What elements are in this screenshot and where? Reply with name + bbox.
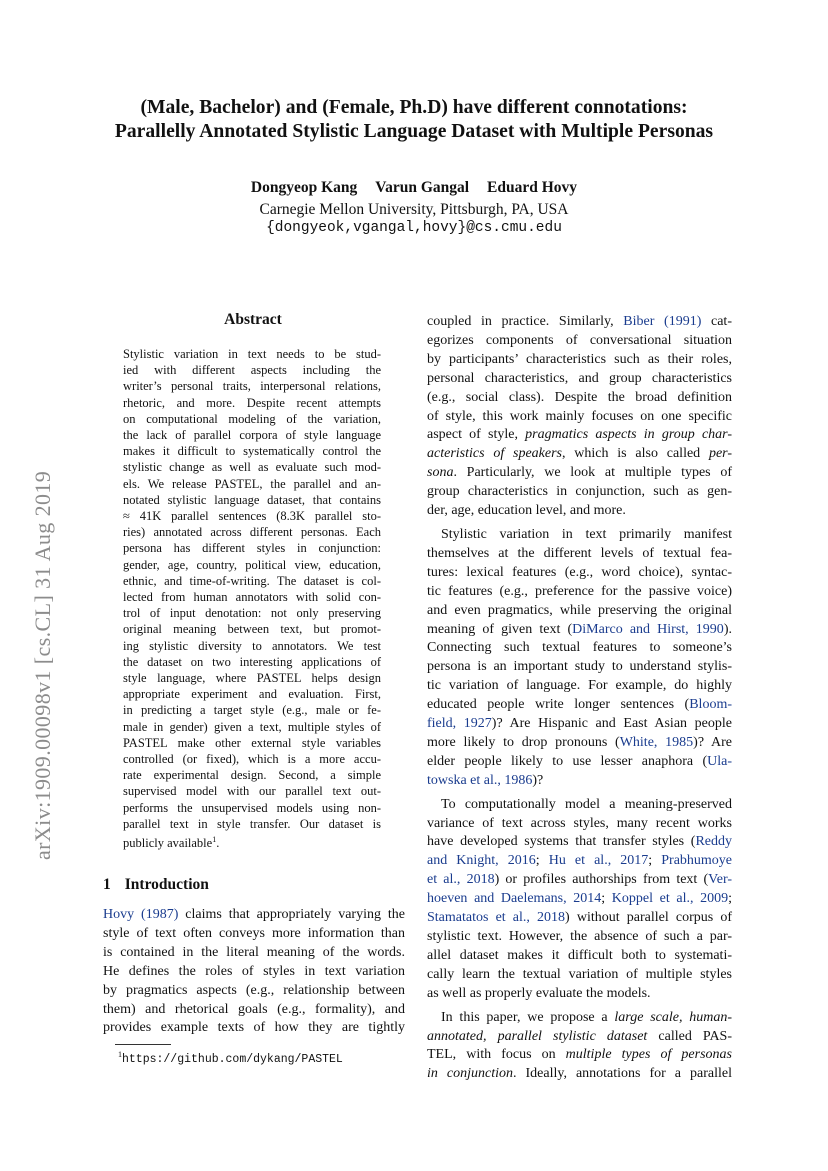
text-run: educated people write longer sentences ( bbox=[427, 697, 690, 713]
text-run: tic variation of language. For example, do highly bbox=[427, 678, 732, 694]
text-run: egorizes components of conversational situation bbox=[427, 332, 732, 348]
citation-link[interactable]: field, 1927 bbox=[427, 716, 492, 732]
abstract-text: ries) annotated across different personas. Each bbox=[123, 525, 381, 540]
text-run: themselves at the different levels of textual fea- bbox=[427, 545, 732, 561]
introduction-left-column bbox=[103, 906, 405, 1038]
abstract-line bbox=[123, 346, 381, 362]
text-line bbox=[427, 483, 732, 502]
citation-link[interactable]: Biber (1991) bbox=[623, 314, 702, 329]
abstract-line bbox=[123, 686, 381, 702]
text-run: cally learn the textual variation of multiple styles bbox=[427, 966, 732, 982]
text-line bbox=[427, 852, 732, 871]
abstract-line bbox=[123, 735, 381, 751]
abstract-end-punct: . bbox=[216, 836, 220, 851]
abstract-text: ≈ 41K parallel sentences (8.3K parallel sto- bbox=[123, 509, 381, 524]
text-line bbox=[427, 408, 732, 427]
abstract-line bbox=[123, 783, 381, 799]
abstract-text: appropriate experiment and evaluation. First, bbox=[123, 687, 381, 702]
text-line bbox=[427, 621, 732, 640]
citation-link[interactable]: towska et al., 1986 bbox=[427, 772, 533, 788]
text-line bbox=[103, 1001, 405, 1020]
text-run: style of text often conveys more information than bbox=[103, 925, 405, 941]
text-run: is contained in the literal meaning of the words. bbox=[103, 944, 405, 960]
abstract-text: rhetoric, and more. Despite recent attempts bbox=[123, 395, 381, 410]
text-line bbox=[427, 370, 732, 389]
text-run: . Ideally, annotations for a parallel bbox=[512, 1066, 732, 1082]
text-line bbox=[103, 925, 405, 944]
section-title: Introduction bbox=[124, 876, 209, 893]
text-run: acteristics of speakers bbox=[427, 446, 562, 462]
citation-link[interactable]: Ula- bbox=[707, 753, 732, 769]
arxiv-identifier: arXiv:1909.00098v1 [cs.CL] 31 Aug 2019 bbox=[30, 470, 55, 860]
text-line bbox=[427, 564, 732, 583]
abstract-text: stylistic change as well as evaluate such mod- bbox=[123, 460, 381, 475]
text-run: as well as properly evaluate the models. bbox=[427, 985, 651, 1001]
text-run: personal characteristics, and group characteristics bbox=[427, 370, 732, 386]
text-line bbox=[103, 944, 405, 963]
text-run: ; bbox=[728, 891, 733, 907]
abstract-line bbox=[123, 767, 381, 783]
abstract-line bbox=[123, 524, 381, 540]
abstract-text: ethnic, and time-of-writing. The dataset is col- bbox=[123, 573, 381, 588]
abstract-line bbox=[123, 476, 381, 492]
paper-title bbox=[60, 96, 768, 144]
text-run: allel dataset makes it difficult both to systemati- bbox=[427, 947, 732, 963]
text-line bbox=[427, 389, 732, 408]
text-line bbox=[427, 677, 732, 696]
abstract-line bbox=[123, 362, 381, 378]
text-run: , which is also called bbox=[562, 446, 709, 462]
text-line bbox=[427, 753, 732, 772]
text-run: Stylistic variation in text primarily manifest bbox=[441, 526, 732, 542]
text-run: tures: lexical features (e.g., word choice), syntac- bbox=[427, 564, 732, 580]
text-run: them) and rhetorical goals (e.g., formality), and bbox=[103, 1001, 405, 1017]
paragraph bbox=[427, 796, 732, 1004]
author-name: Eduard Hovy bbox=[487, 179, 578, 196]
text-run: annotated, parallel stylistic dataset bbox=[427, 1028, 648, 1044]
citation-link[interactable]: White, 1985 bbox=[619, 734, 694, 750]
citation-link[interactable]: et al., 2018 bbox=[427, 872, 495, 888]
text-line bbox=[427, 890, 732, 909]
text-line bbox=[427, 1028, 732, 1047]
citation-link[interactable]: hoeven and Daelemans, 2014 bbox=[427, 891, 602, 907]
abstract-line bbox=[123, 540, 381, 556]
text-line bbox=[427, 426, 732, 445]
introduction-right-column bbox=[427, 313, 732, 1084]
text-line bbox=[427, 639, 732, 658]
section-heading-introduction bbox=[103, 876, 209, 894]
text-run: ) without parallel corpus of bbox=[565, 910, 732, 926]
citation-link[interactable]: Hovy (1987) bbox=[103, 907, 179, 922]
abstract-text: parallel text in style transfer. Our dataset is bbox=[123, 816, 381, 831]
text-run: by pragmatics aspects (e.g., relationship between bbox=[103, 982, 405, 998]
text-line bbox=[427, 445, 732, 464]
abstract-line bbox=[123, 395, 381, 411]
text-line bbox=[427, 715, 732, 734]
text-line bbox=[427, 545, 732, 564]
footnote bbox=[118, 1050, 343, 1066]
text-line bbox=[427, 332, 732, 351]
abstract-text: ied with different aspects including the bbox=[123, 363, 381, 378]
text-line bbox=[427, 871, 732, 890]
abstract-line bbox=[123, 492, 381, 508]
text-run: by participants’ characteristics such as their roles, bbox=[427, 351, 732, 367]
author-name: Dongyeop Kang bbox=[250, 179, 358, 196]
text-run: in conjunction bbox=[427, 1066, 513, 1082]
text-run: claims that appropriately varying the bbox=[178, 907, 405, 922]
text-line bbox=[103, 982, 405, 1001]
text-line bbox=[427, 833, 732, 852]
text-run: He defines the roles of styles in text variation bbox=[103, 963, 405, 979]
abstract-line bbox=[123, 605, 381, 621]
abstract-text: style language, where PASTEL helps design bbox=[123, 671, 381, 686]
footnote-mark: 1 bbox=[118, 1050, 122, 1059]
citation-link[interactable]: Prabhumoye bbox=[661, 853, 733, 869]
text-run: )? Are Hispanic and East Asian people bbox=[491, 716, 732, 732]
paragraph bbox=[427, 313, 732, 521]
citation-link[interactable]: Stamatatos et al., 2018 bbox=[427, 910, 566, 926]
text-line bbox=[427, 502, 732, 521]
abstract-line bbox=[123, 832, 381, 851]
abstract-line bbox=[123, 411, 381, 427]
text-line bbox=[103, 963, 405, 982]
text-line bbox=[427, 602, 732, 621]
citation-link[interactable]: Hu et al., 2017 bbox=[548, 853, 649, 869]
text-run: In this paper, we propose a bbox=[441, 1009, 615, 1025]
paragraph bbox=[427, 1009, 732, 1085]
abstract-text: the dataset on two interesting applications of bbox=[123, 654, 381, 669]
text-line bbox=[427, 583, 732, 602]
abstract-line bbox=[123, 654, 381, 670]
text-run: Connecting such textual features to someone’s bbox=[427, 640, 732, 656]
text-line bbox=[103, 906, 405, 925]
text-run: called PAS- bbox=[647, 1028, 732, 1044]
text-run: (e.g., social class). Despite the broad definition bbox=[427, 389, 732, 405]
text-line bbox=[427, 1009, 732, 1028]
text-run: pragmatics aspects in group char- bbox=[525, 427, 732, 443]
abstract-text: trol of input denotation: not only preserving bbox=[123, 606, 381, 621]
citation-link[interactable]: Reddy bbox=[695, 834, 732, 850]
abstract-text: the lack of parallel corpora of style language bbox=[123, 428, 381, 443]
abstract-text: els. We release PASTEL, the parallel and an- bbox=[123, 476, 381, 491]
citation-link[interactable]: DiMarco and Hirst, 1990 bbox=[572, 621, 724, 637]
text-run: multiple types of personas bbox=[565, 1047, 732, 1063]
text-run: ). bbox=[723, 621, 732, 637]
text-line bbox=[427, 526, 732, 545]
text-line bbox=[427, 351, 732, 370]
abstract-line bbox=[123, 670, 381, 686]
text-line bbox=[427, 658, 732, 677]
abstract-line bbox=[123, 378, 381, 394]
text-run: meaning of given text ( bbox=[427, 621, 573, 637]
abstract-line bbox=[123, 443, 381, 459]
author-list bbox=[60, 179, 768, 197]
text-run: provides example texts of how they are tightly bbox=[103, 1020, 405, 1036]
abstract-line bbox=[123, 638, 381, 654]
abstract-line bbox=[123, 621, 381, 637]
text-run: der, age, education level, and more. bbox=[427, 503, 626, 519]
affiliation: Carnegie Mellon University, Pittsburgh, PA, USA bbox=[259, 201, 569, 218]
text-line bbox=[427, 1046, 732, 1065]
text-line bbox=[427, 313, 732, 332]
text-line bbox=[427, 696, 732, 715]
text-run: large scale, human- bbox=[614, 1009, 732, 1025]
paragraph bbox=[427, 526, 732, 791]
text-run: elder people likely to use lesser anaphora ( bbox=[427, 753, 708, 769]
abstract-line bbox=[123, 427, 381, 443]
abstract-line bbox=[123, 800, 381, 816]
abstract-text: male in gender) given a text, multiple styles of bbox=[123, 719, 381, 734]
text-run: of style, this work mainly focuses on one specific bbox=[427, 408, 732, 424]
abstract-text: supervised model with our parallel text out- bbox=[123, 784, 381, 799]
author-emails: {dongyeok,vgangal,hovy}@cs.cmu.edu bbox=[266, 220, 562, 236]
text-run: ; bbox=[648, 853, 662, 869]
text-run: To computationally model a meaning-preserved bbox=[441, 796, 732, 812]
abstract-text: gender, age, country, political view, education, bbox=[123, 557, 381, 572]
text-run: per- bbox=[708, 446, 732, 462]
abstract-text: on computational modeling of the variation, bbox=[123, 411, 381, 426]
author-name: Varun Gangal bbox=[375, 179, 470, 196]
abstract-text: ing stylistic diversity to annotators. We test bbox=[123, 638, 381, 653]
footnote-url[interactable]: https://github.com/dykang/PASTEL bbox=[122, 1052, 343, 1066]
abstract-text: lected from human annotators with solid con- bbox=[123, 590, 381, 605]
title-line-2: Parallelly Annotated Stylistic Language Dataset with Multiple Personas bbox=[114, 121, 714, 142]
footnote-ref[interactable]: 1 bbox=[212, 835, 217, 845]
text-run: cat- bbox=[701, 314, 732, 329]
citation-link[interactable]: Koppel et al., 2009 bbox=[611, 891, 729, 907]
text-run: variance of text across styles, many recent works bbox=[427, 815, 732, 831]
section-number: 1 bbox=[103, 876, 111, 893]
abstract-line bbox=[123, 459, 381, 475]
abstract-line bbox=[123, 816, 381, 832]
text-line bbox=[103, 1019, 405, 1038]
text-run: . Particularly, we look at multiple types of bbox=[453, 465, 732, 481]
abstract-text: publicly available bbox=[123, 836, 213, 851]
abstract-text: persona has different styles in conjunction: bbox=[123, 541, 381, 556]
abstract-text: performs the unsupervised models using non- bbox=[123, 800, 381, 815]
text-run: more likely to drop pronouns ( bbox=[427, 734, 620, 750]
text-run: have developed systems that transfer styles ( bbox=[427, 834, 696, 850]
text-run: TEL, with focus on bbox=[427, 1047, 566, 1063]
text-run: persona is an important study to understand stylis- bbox=[427, 659, 732, 675]
footnote-rule bbox=[115, 1044, 171, 1045]
text-run: aspect of style, bbox=[427, 427, 526, 443]
citation-link[interactable]: Ver- bbox=[708, 872, 732, 888]
text-run: ) or profiles authorships from text ( bbox=[494, 872, 709, 888]
abstract-text: writer’s personal traits, interpersonal relations, bbox=[123, 379, 381, 394]
abstract-text: Stylistic variation in text needs to be stud- bbox=[123, 347, 381, 361]
abstract-text: makes it difficult to systematically control the bbox=[123, 444, 381, 459]
text-line bbox=[427, 772, 732, 791]
text-run: )? bbox=[532, 772, 544, 788]
abstract-body bbox=[123, 346, 381, 851]
text-run: group characteristics in conjunction, such as gen- bbox=[427, 484, 732, 500]
text-run: sona bbox=[427, 465, 454, 481]
text-run: )? Are bbox=[693, 734, 732, 750]
abstract-line bbox=[123, 508, 381, 524]
text-line bbox=[427, 734, 732, 753]
abstract-line bbox=[123, 719, 381, 735]
text-line bbox=[427, 1065, 732, 1084]
text-line bbox=[427, 928, 732, 947]
text-run: ; bbox=[601, 891, 612, 907]
text-line bbox=[427, 947, 732, 966]
abstract-text: notated stylistic language dataset, that contains bbox=[123, 492, 381, 507]
abstract-line bbox=[123, 589, 381, 605]
citation-link[interactable]: and Knight, 2016 bbox=[427, 853, 536, 869]
abstract-text: in predicting a target style (e.g., male or fe- bbox=[123, 703, 381, 718]
text-line bbox=[427, 985, 732, 1004]
abstract-text: original meaning between text, but promot- bbox=[123, 622, 381, 637]
text-run: and even pragmatics, while preserving the original bbox=[427, 602, 732, 618]
text-run: coupled in practice. Similarly, bbox=[427, 314, 624, 329]
title-line-1: (Male, Bachelor) and (Female, Ph.D) have different connotations: bbox=[140, 97, 688, 118]
abstract-line bbox=[123, 702, 381, 718]
text-line bbox=[427, 796, 732, 815]
abstract-text: PASTEL make other external style variables bbox=[123, 735, 381, 750]
citation-link[interactable]: Bloom- bbox=[689, 697, 732, 713]
abstract-heading: Abstract bbox=[224, 311, 282, 328]
abstract-line bbox=[123, 751, 381, 767]
text-line bbox=[427, 815, 732, 834]
text-run: ; bbox=[535, 853, 549, 869]
text-line bbox=[427, 909, 732, 928]
abstract-line bbox=[123, 557, 381, 573]
abstract-text: controlled (or fixed), which is a more accu- bbox=[123, 752, 381, 767]
text-run: tic features (e.g., preference for the passive voice) bbox=[427, 583, 732, 599]
text-run: stylistic text. However, the absence of such a par- bbox=[427, 929, 732, 944]
abstract-text: rate experimental design. Second, a simple bbox=[123, 768, 381, 783]
text-line bbox=[427, 966, 732, 985]
abstract-line bbox=[123, 573, 381, 589]
text-line bbox=[427, 464, 732, 483]
